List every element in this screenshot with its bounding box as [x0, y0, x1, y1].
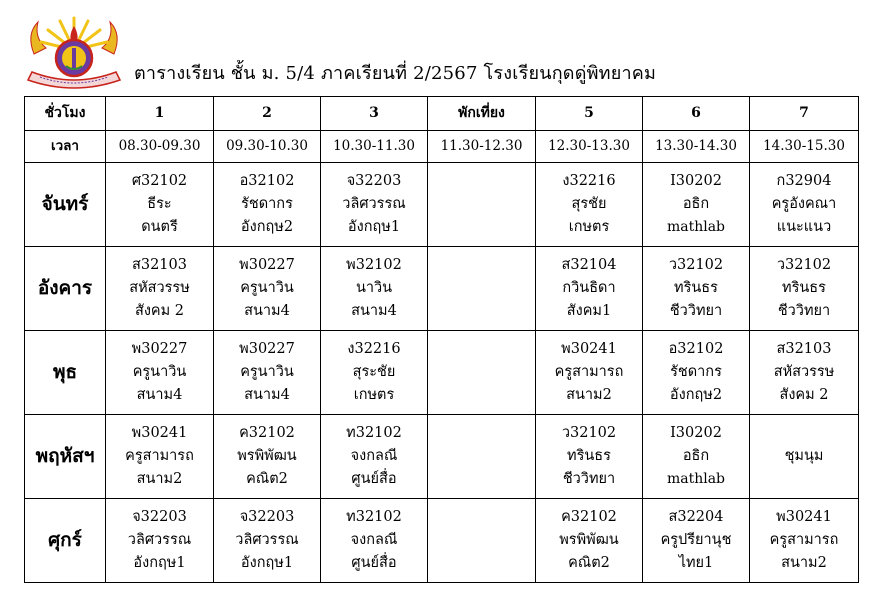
subject-code: อ32102 [668, 341, 724, 357]
teacher-name: นาวิน [355, 280, 393, 296]
class-cell [643, 247, 750, 331]
class-cell [750, 247, 859, 331]
teacher-name: สหัสวรรษ [773, 364, 835, 380]
teacher-name: พรพิพัฒน [559, 532, 619, 548]
class-cell [106, 247, 214, 331]
subject-code: พ30227 [239, 257, 295, 273]
subject-code: ศ32102 [131, 173, 188, 189]
class-cell [214, 499, 321, 583]
class-cell [214, 331, 321, 415]
class-cell [536, 499, 643, 583]
class-cell [750, 331, 859, 415]
teacher-name: ครูนาวิน [240, 280, 294, 296]
teacher-name: ธีระ [147, 196, 172, 212]
room-or-subject: ชีววิทยา [562, 471, 616, 487]
day-row [25, 415, 859, 499]
subject-code: ว32102 [668, 257, 724, 273]
teacher-name: รัชดากร [241, 196, 293, 212]
period-header-1: 1 [106, 97, 214, 131]
teacher-name: สุรชัย [571, 196, 607, 212]
class-cell [643, 499, 750, 583]
teacher-name: ครูอังคณา [771, 196, 837, 212]
room-or-subject: แนะแนว [776, 219, 832, 235]
room-or-subject: สนาม4 [351, 303, 397, 319]
room-or-subject: mathlab [666, 219, 726, 235]
room-or-subject: สนาม4 [136, 387, 183, 403]
class-cell [536, 415, 643, 499]
period-header-2: 2 [214, 97, 321, 131]
period-header-5: 5 [536, 97, 643, 131]
subject-code: จ32203 [346, 173, 402, 189]
time-slot: 10.30-11.30 [321, 131, 428, 163]
room-or-subject: อังกฤษ1 [240, 555, 294, 571]
class-cell [536, 247, 643, 331]
class-cell [643, 163, 750, 247]
subject-code: อ32102 [239, 173, 295, 189]
day-name: อังคาร [25, 247, 106, 331]
subject-code: จ32203 [132, 509, 187, 525]
time-label: เวลา [25, 131, 106, 163]
subject-code: I30202 [670, 173, 722, 189]
subject-code: ว32102 [776, 257, 832, 273]
subject-code: พ30227 [239, 341, 295, 357]
room-or-subject: สังคม1 [566, 303, 612, 319]
teacher-name: ครูนาวิน [132, 364, 187, 380]
room-or-subject: อังกฤษ1 [347, 219, 401, 235]
subject-code: พ30227 [131, 341, 188, 357]
page-title: ตารางเรียน ชั้น ม. 5/4 ภาคเรียนที่ 2/2567 โรงเรียนกุดดู่พิทยาคม [134, 63, 657, 84]
class-cell [321, 415, 428, 499]
teacher-name: ทรินธร [782, 280, 826, 296]
teacher-name: ครูนาวิน [240, 364, 294, 380]
subject-code: I30202 [670, 425, 722, 441]
subject-code: พ32102 [346, 257, 402, 273]
teacher-name: กวินธิดา [562, 280, 616, 296]
room-or-subject: อังกฤษ1 [133, 555, 186, 571]
class-cell [428, 247, 536, 331]
teacher-name: อธิก [682, 448, 710, 464]
subject-code: ง32216 [347, 341, 401, 357]
time-slot: 11.30-12.30 [428, 131, 536, 163]
activity-label: ชุมนุม [784, 448, 824, 464]
room-or-subject: สนาม2 [781, 555, 827, 571]
room-or-subject: อังกฤษ2 [240, 219, 294, 235]
teacher-name: ครูปรียานุช [660, 532, 732, 548]
room-or-subject: ศูนย์สื่อ [351, 555, 397, 571]
teacher-name: จงกลณี [350, 532, 398, 548]
subject-code: ส32103 [132, 257, 187, 273]
teacher-name: วลิศวรรณ [127, 532, 192, 548]
class-cell [321, 331, 428, 415]
class-cell [106, 499, 214, 583]
subject-code: พ30241 [561, 341, 617, 357]
teacher-name: ครูสามารถ [125, 448, 194, 464]
class-cell [321, 499, 428, 583]
subject-code: ก32904 [776, 173, 832, 189]
subject-code: พ30241 [776, 509, 832, 525]
day-row [25, 499, 859, 583]
room-or-subject: ไทย1 [678, 555, 714, 571]
teacher-name: ครูสามารถ [554, 364, 624, 380]
time-slot: 09.30-10.30 [214, 131, 321, 163]
time-slot: 13.30-14.30 [643, 131, 750, 163]
day-name: ศุกร์ [25, 499, 106, 583]
period-header-4: พักเที่ยง [428, 97, 536, 131]
subject-code: จ32203 [239, 509, 295, 525]
class-cell [321, 247, 428, 331]
teacher-name: ทรินธร [674, 280, 718, 296]
day-name: พฤหัสฯ [25, 415, 106, 499]
class-cell [428, 331, 536, 415]
room-or-subject: สนาม2 [136, 471, 183, 487]
room-or-subject: อังกฤษ2 [669, 387, 723, 403]
time-slot: 08.30-09.30 [106, 131, 214, 163]
class-cell [643, 415, 750, 499]
timetable [24, 96, 859, 583]
room-or-subject: สนาม4 [244, 303, 290, 319]
class-cell [428, 415, 536, 499]
subject-code: ส32104 [561, 257, 617, 273]
class-cell [214, 247, 321, 331]
teacher-name: สหัสวรรษ [129, 280, 190, 296]
class-cell [750, 415, 859, 499]
period-header-6: 6 [643, 97, 750, 131]
teacher-name: จงกลณี [350, 448, 398, 464]
subject-code: ท32102 [346, 425, 402, 441]
teacher-name: พรพิพัฒน [237, 448, 297, 464]
subject-code: ค32102 [561, 509, 617, 525]
class-cell [106, 415, 214, 499]
room-or-subject: คณิต2 [568, 555, 610, 571]
class-cell [643, 331, 750, 415]
room-or-subject: คณิต2 [246, 471, 288, 487]
time-slot: 12.30-13.30 [536, 131, 643, 163]
room-or-subject: mathlab [666, 471, 726, 487]
room-or-subject: สังคม 2 [779, 387, 829, 403]
class-cell [750, 499, 859, 583]
room-or-subject: ชีววิทยา [777, 303, 831, 319]
class-cell [214, 163, 321, 247]
class-cell [106, 163, 214, 247]
room-or-subject: ดนตรี [141, 219, 178, 235]
class-cell [536, 331, 643, 415]
period-header-7: 7 [750, 97, 859, 131]
class-cell [321, 163, 428, 247]
header-row [25, 97, 859, 131]
class-cell [536, 163, 643, 247]
class-cell [750, 163, 859, 247]
subject-code: พ30241 [131, 425, 188, 441]
time-row [25, 131, 859, 163]
period-header-3: 3 [321, 97, 428, 131]
subject-code: ท32102 [346, 509, 402, 525]
class-cell [106, 331, 214, 415]
day-row [25, 247, 859, 331]
room-or-subject: สนาม4 [244, 387, 290, 403]
subject-code: ค32102 [239, 425, 295, 441]
day-name: พุธ [25, 331, 106, 415]
teacher-name: วลิศวรรณ [342, 196, 406, 212]
logo-ribbon-text [0, 0, 1, 1]
class-cell [214, 415, 321, 499]
room-or-subject: ศูนย์สื่อ [351, 471, 397, 487]
room-or-subject: สังคม 2 [134, 303, 185, 319]
day-row [25, 331, 859, 415]
teacher-name: อธิก [682, 196, 710, 212]
school-crest-icon [24, 14, 124, 90]
subject-code: ง32216 [562, 173, 616, 189]
room-or-subject: เกษตร [568, 219, 610, 235]
teacher-name: วลิศวรรณ [235, 532, 299, 548]
subject-code: ว32102 [561, 425, 617, 441]
room-or-subject: ชีววิทยา [669, 303, 723, 319]
class-cell [428, 163, 536, 247]
room-or-subject: เกษตร [353, 387, 395, 403]
subject-code: ส32204 [668, 509, 724, 525]
time-slot: 14.30-15.30 [750, 131, 859, 163]
teacher-name: สุระชัย [352, 364, 396, 380]
teacher-name: ครูสามารถ [769, 532, 839, 548]
period-header-label: ชั่วโมง [25, 97, 106, 131]
room-or-subject: สนาม2 [566, 387, 612, 403]
day-name: จันทร์ [25, 163, 106, 247]
day-row [25, 163, 859, 247]
teacher-name: รัชดากร [670, 364, 722, 380]
teacher-name: ทรินธร [567, 448, 611, 464]
class-cell [428, 499, 536, 583]
subject-code: ส32103 [776, 341, 832, 357]
